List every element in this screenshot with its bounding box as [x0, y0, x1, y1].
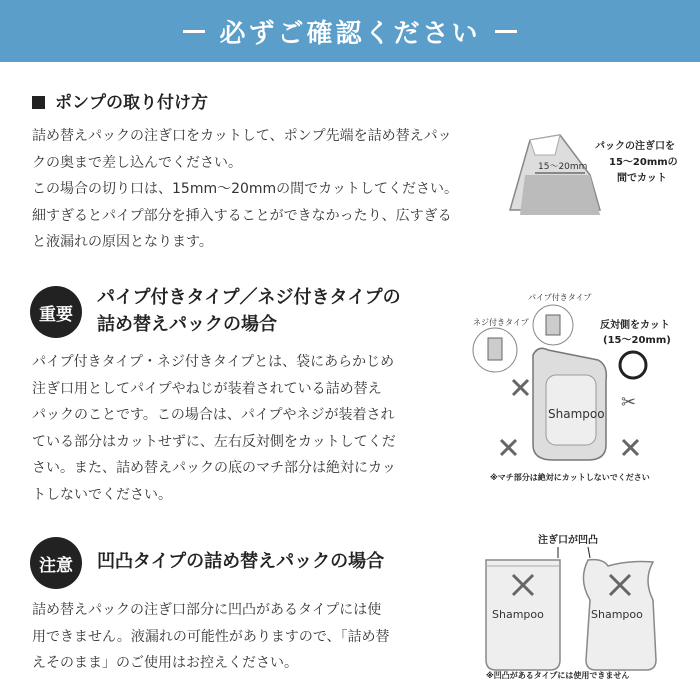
- x-mark-icon: [501, 440, 516, 455]
- spout-shape: [530, 135, 560, 155]
- section3-line: えそのまま」のご使用はお控えください。: [32, 655, 298, 671]
- section3-line: 用できません。液漏れの可能性がありますので、「詰め替: [32, 628, 390, 645]
- important-badge: [30, 286, 82, 338]
- cut-spout-illustration: [505, 125, 690, 225]
- section2-line: ている部分はカットせずに、左右反対側をカットしてくだ: [32, 433, 396, 450]
- banner-title: 必ずご確認ください: [219, 18, 481, 49]
- banner-left-dash: [183, 30, 205, 33]
- pipe-detail-shape: [546, 315, 560, 335]
- section1-line: 詰め替えパックの注ぎ口をカットして、ポンプ先端を詰め替えパッ: [32, 128, 452, 144]
- section3-title: 凹凸タイプの詰め替えパックの場合: [97, 551, 385, 572]
- section3-body: [32, 597, 390, 677]
- pack-shampoo-label: Shampoo: [548, 407, 605, 421]
- cut-note-line: 間でカット: [617, 173, 667, 184]
- cut-opposite-label: (15〜20mm): [603, 335, 671, 346]
- notice-banner: [0, 0, 700, 62]
- section2-body: [32, 349, 396, 508]
- caution-badge: [30, 537, 82, 589]
- x-mark-icon: [513, 380, 528, 395]
- section1-line: 細すぎるとパイプ部分を挿入することができなかったり、広すぎる: [32, 207, 452, 224]
- x-mark-icon: [623, 440, 638, 455]
- section1-line: この場合の切り口は、15mm〜20mmの間でカットしてください。: [32, 181, 459, 197]
- section2-heading: [97, 284, 401, 338]
- section2-line: トしないでください。: [32, 486, 172, 503]
- pipe-type-label: パイプ付きタイプ: [528, 293, 592, 302]
- section1-title: ポンプの取り付け方: [55, 93, 208, 113]
- cut-note-line: 15〜20mmの: [609, 157, 678, 168]
- cut-opposite-label: 反対側をカット: [600, 320, 670, 331]
- section2-title-line: パイプ付きタイプ／ネジ付きタイプの: [97, 287, 401, 308]
- section2-line: さい。また、詰め替えパックの底のマチ部分は絶対にカッ: [32, 460, 396, 476]
- cut-note-line: パックの注ぎ口を: [595, 141, 675, 152]
- caution-badge-label: 注意: [39, 555, 73, 576]
- pack-body-shape: [520, 175, 600, 215]
- uneven-note: ※凹凸があるタイプには使用できません: [486, 671, 630, 680]
- banner-right-dash: [495, 30, 517, 33]
- section1-heading: [32, 90, 208, 116]
- ok-circle-icon: [620, 352, 646, 378]
- important-badge-label: 重要: [39, 304, 73, 325]
- section2-line: パイプ付きタイプ・ネジ付きタイプとは、袋にあらかじめ: [32, 354, 395, 370]
- screw-type-label: ネジ付きタイプ: [473, 318, 529, 327]
- section2-title-line: 詰め替えパックの場合: [97, 314, 277, 335]
- uneven-spout-illustration: [478, 530, 678, 685]
- gusset-note: ※マチ部分は絶対にカットしないでください: [490, 473, 650, 482]
- section2-line: パックのことです。この場合は、パイプやネジが装着され: [32, 407, 395, 423]
- arrow-icon: [588, 547, 590, 558]
- section3-line: 詰め替えパックの注ぎ口部分に凹凸があるタイプには使: [32, 602, 382, 618]
- square-bullet-icon: [32, 96, 45, 109]
- dimension-label: 15〜20mm: [538, 162, 588, 172]
- section2-line: 注ぎ口用としてパイプやねじが装着されている詰め替え: [32, 380, 382, 397]
- section1-body: [32, 123, 458, 256]
- screw-detail-shape: [488, 338, 502, 360]
- uneven-spout-label: 注ぎ口が凹凸: [538, 535, 598, 546]
- pipe-screw-pack-illustration: [468, 290, 693, 490]
- left-pack-shampoo-label: Shampoo: [492, 608, 544, 621]
- right-pack-shampoo-label: Shampoo: [591, 608, 643, 621]
- section1-line: クの奥まで差し込んでください。: [32, 154, 242, 171]
- scissors-icon: ✂: [621, 392, 637, 413]
- section1-line: と液漏れの原因となります。: [32, 234, 213, 250]
